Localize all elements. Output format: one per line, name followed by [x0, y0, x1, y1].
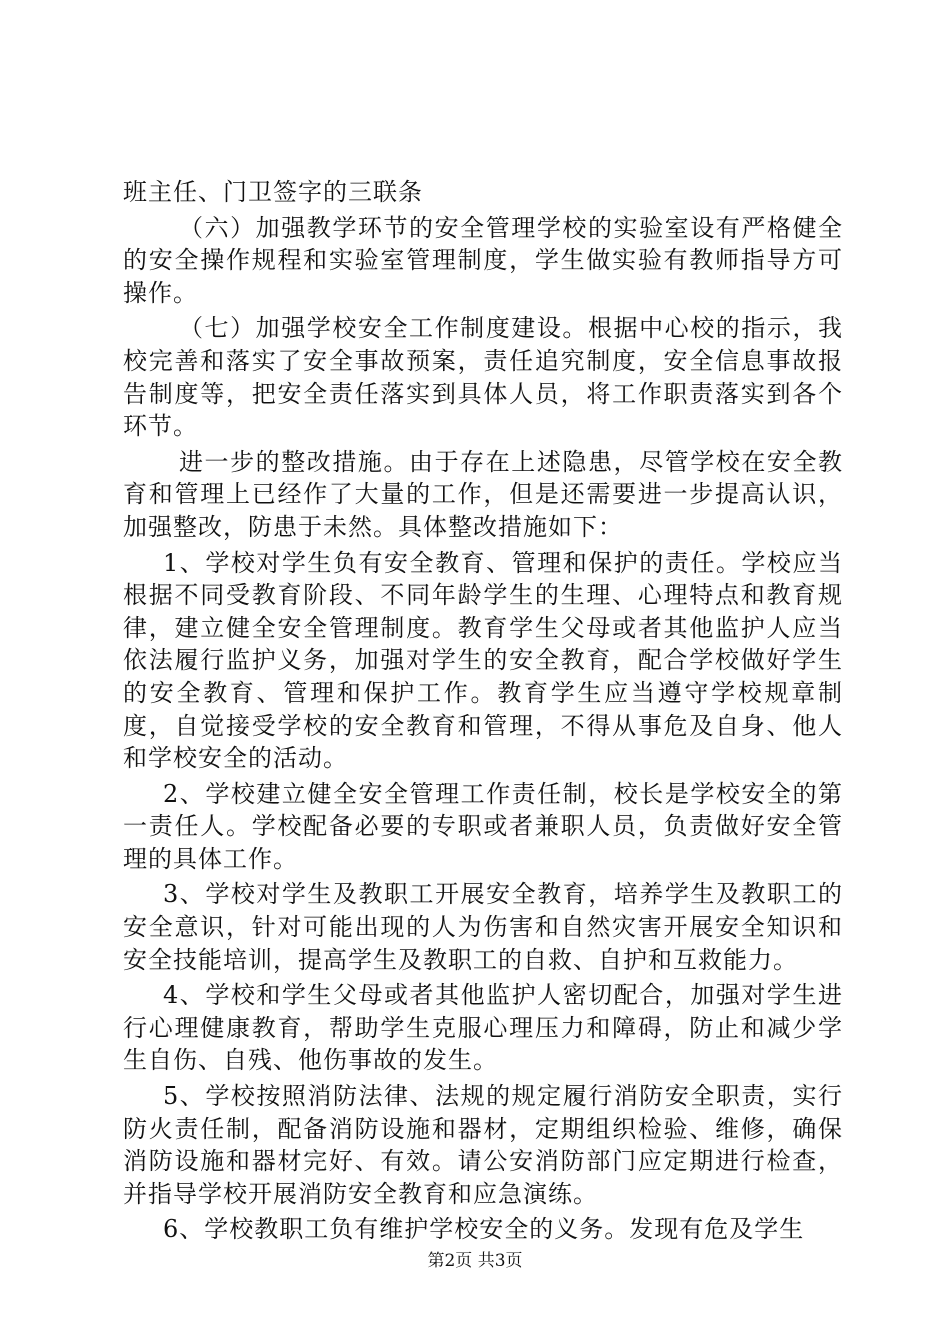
paragraph-measure-5: 5、学校按照消防法律、法规的规定履行消防安全职责，实行防火责任制，配备消防设施和器材，定期组织检验、维修，确保消防设施和器材完好、有效。请公安消防部门应定期进行检查，并指导学校开展消防安全教育和应急演练。	[123, 1082, 843, 1208]
paragraph-measure-2: 2、学校建立健全安全管理工作责任制，校长是学校安全的第一责任人。学校配备必要的专职或者兼职人员，负责做好安全管理的具体工作。	[123, 779, 843, 873]
paragraph-section-6: （六）加强教学环节的安全管理学校的实验室设有严格健全的安全操作规程和实验室管理制度，学生做实验有教师指导方可操作。	[123, 213, 843, 307]
paragraph-measure-3: 3、学校对学生及教职工开展安全教育，培养学生及教职工的安全意识，针对可能出现的人为伤害和自然灾害开展安全知识和安全技能培训，提高学生及教职工的自救、自护和互救能力。	[123, 880, 843, 974]
page-number-footer: 第2页 共3页	[427, 1251, 523, 1271]
paragraph-rectification-intro: 进一步的整改措施。由于存在上述隐患，尽管学校在安全教育和管理上已经作了大量的工作，但是还需要进一步提高认识，加强整改，防患于未然。具体整改措施如下：	[123, 447, 843, 541]
paragraph-continuation: 班主任、门卫签字的三联条	[123, 178, 423, 206]
paragraph-measure-4: 4、学校和学生父母或者其他监护人密切配合，加强对学生进行心理健康教育，帮助学生克服心理压力和障碍，防止和减少学生自伤、自残、他伤事故的发生。	[123, 981, 843, 1075]
paragraph-measure-1: 1、学校对学生负有安全教育、管理和保护的责任。学校应当根据不同受教育阶段、不同年龄学生的生理、心理特点和教育规律，建立健全安全管理制度。教育学生父母或者其他监护人应当依法履行监护义务，加强对学生的安全教育，配合学校做好学生的安全教育、管理和保护工作。教育学生应当遵守学校规章制度，自觉接受学校的安全教育和管理，不得从事危及自身、他人和学校安全的活动。	[123, 548, 843, 773]
paragraph-measure-6: 6、学校教职工负有维护学校安全的义务。发现有危及学生	[163, 1215, 805, 1244]
document-body	[123, 176, 843, 1249]
paragraph-section-7: （七）加强学校安全工作制度建设。根据中心校的指示，我校完善和落实了安全事故预案，责任追究制度，安全信息事故报告制度等，把安全责任落实到具体人员，将工作职责落实到各个环节。	[123, 314, 843, 441]
